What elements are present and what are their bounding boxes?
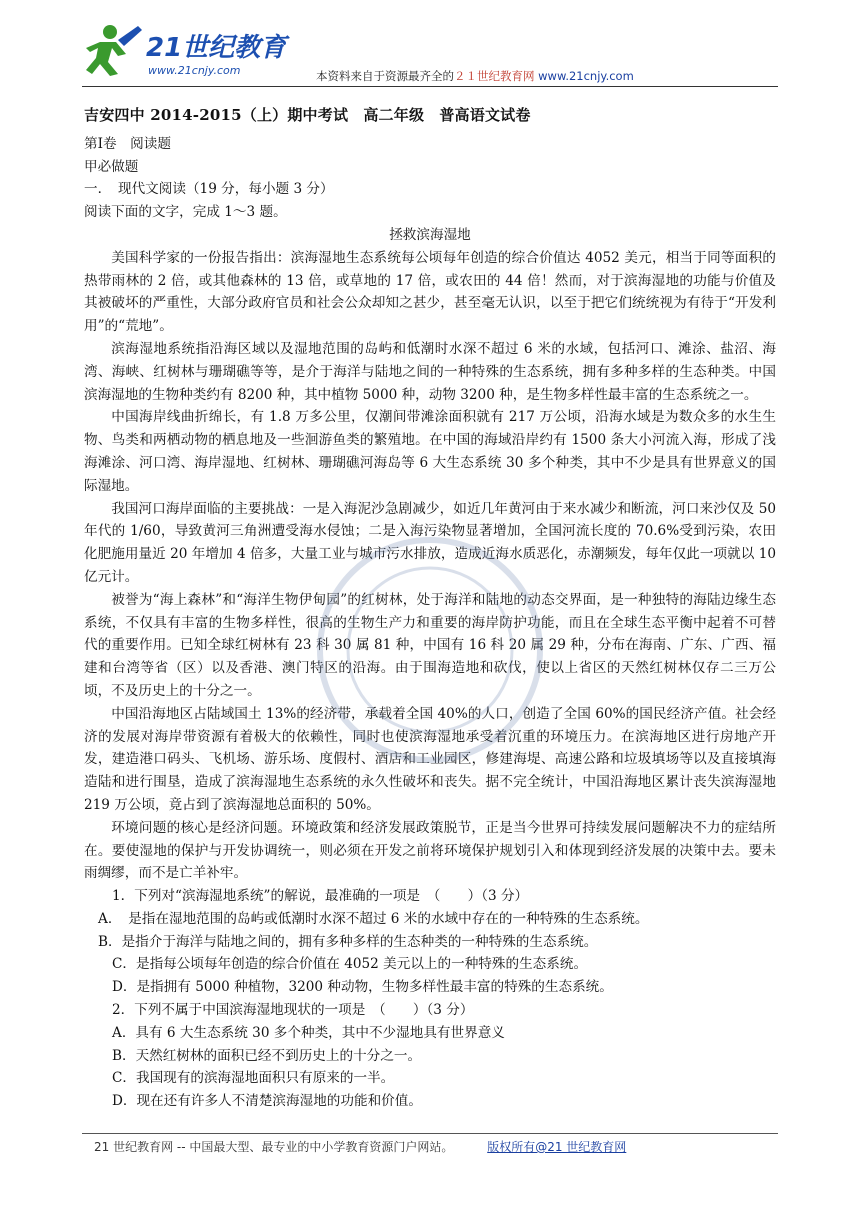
- header-divider: [82, 86, 778, 87]
- subsection-heading: 一． 现代文阅读（19 分，每小题 3 分）: [84, 181, 334, 198]
- logo-url: www.21cnjy.com: [148, 64, 241, 77]
- question-option-a: A． 是指在湿地范围的岛屿或低潮时水深不超过 6 米的水域中存在的一种特殊的生态系统。: [98, 910, 649, 927]
- header-url-link[interactable]: www.21cnjy.com: [538, 69, 634, 83]
- question-option-d: D．现在还有许多人不清楚滨海湿地的功能和价值。: [112, 1093, 422, 1110]
- logo-wordmark: 21世纪教育: [146, 33, 287, 63]
- question-option-d: D．是指拥有 5000 种植物，3200 种动物，生物多样性最丰富的特殊的生态系统。: [112, 979, 613, 996]
- article-paragraph: 滨海湿地系统指沿海区域以及湿地范围的岛屿和低潮时水深不超过 6 米的水域，包括河口、滩涂、盐沼、海湾、海峡、红树林与珊瑚礁等等，是介于海洋与陆地之间的一种特殊的生态系统，拥有多种多样的生态种类。中国滨海湿地的生物种类约有 8200 种，其中植物 5000 种，动物 3200 种，是生物多样性最丰富的生态系统之一。: [84, 340, 776, 403]
- question-2: [84, 999, 776, 1113]
- article-paragraph: 我国河口海岸面临的主要挑战：一是入海泥沙急剧减少，如近几年黄河由于来水减少和断流，河口来沙仅及 50 年代的 1/60，导致黄河三角洲遭受海水侵蚀；二是入海污染物显著增加，全国河流长度的 70.6%受到污染，农田化肥施用量近 20 年增加 4 倍多，大量工业与城市污水排放，造成近海水质恶化，赤潮频发，每年仅此一项就以 10 亿元计。: [84, 500, 776, 585]
- site-logo[interactable]: [82, 18, 302, 82]
- footer-divider: [82, 1133, 778, 1134]
- question-stem: 2．下列不属于中国滨海湿地现状的一项是 （ ）（3 分）: [112, 1002, 474, 1019]
- part-heading: 甲必做题: [84, 158, 139, 175]
- article-paragraph: 美国科学家的一份报告指出：滨海湿地生态系统每公顷每年创造的综合价值达 4052 美元，相当于同等面积的热带雨林的 2 倍，或其他森林的 13 倍，或草地的 17 倍，或农田的 44 倍！然而，对于滨海湿地的功能与价值及其被破坏的严重性，大部分政府官员和社会公众却知之甚少，甚至毫无认识，以至于把它们统统视为有待于“开发利用”的“荒地”。: [84, 249, 776, 335]
- page-footer: [94, 1138, 626, 1155]
- question-1: [84, 885, 776, 999]
- footer-copyright-link[interactable]: 版权所有@21 世纪教育网: [487, 1140, 627, 1154]
- reading-instruction: 阅读下面的文字，完成 1～3 题。: [84, 204, 287, 221]
- footer-site-description: 21 世纪教育网 -- 中国最大型、最专业的中小学教育资源门户网站。: [94, 1140, 454, 1154]
- question-option-c: C．我国现有的滨海湿地面积只有原来的一半。: [112, 1070, 395, 1087]
- question-option-a: A．具有 6 大生态系统 30 多个种类，其中不少湿地具有世界意义: [112, 1024, 505, 1041]
- section-heading: 第Ⅰ卷 阅读题: [84, 135, 171, 152]
- header-source-note: [316, 68, 634, 84]
- article-paragraph: 被誉为“海上森林”和“海洋生物伊甸园”的红树林，处于海洋和陆地的动态交界面，是一种独特的海陆边缘生态系统，不仅具有丰富的生物多样性，很高的生物生产力和重要的海岸防护功能，而且在全球生态平衡中起着不可替代的重要作用。已知全球红树林有 23 科 30 属 81 种，中国有 16 科 20 属 29 种，分布在海南、广东、广西、福建和台湾等省（区）以及香港、澳门特区的沿海。由于围海造地和砍伐，使以上省区的天然红树林仅存二三万公顷，不及历史上的十分之一。: [84, 591, 776, 699]
- article-paragraph: 环境问题的核心是经济问题。环境政策和经济发展政策脱节，正是当今世界可持续发展问题解决不力的症结所在。要使湿地的保护与开发协调统一，则必须在开发之前将环境保护规划引入和体现到经济发展的决策中去。要未雨绸缪，而不是亡羊补牢。: [84, 819, 776, 882]
- header-note-prefix: 本资料来自于资源最齐全的: [316, 69, 454, 83]
- article-paragraph: 中国沿海地区占陆域国土 13%的经济带，承载着全国 40%的人口，创造了全国 60%的国民经济产值。社会经济的发展对海岸带资源有着极大的依赖性，同时也使滨海湿地承受着沉重的环境压力。在滨海地区进行房地产开发，建造港口码头、飞机场、游乐场、度假村、酒店和工业园区，修建海堤、高速公路和垃圾填场等以及直接填海造陆和进行围垦，造成了滨海湿地生态系统的永久性破坏和丧失。据不完全统计，中国沿海地区累计丧失滨海湿地 219 万公顷，竟占到了滨海湿地总面积的 50%。: [84, 705, 776, 813]
- article-title: 拯救滨海湿地: [389, 226, 471, 243]
- question-option-b: B．天然红树林的面积已经不到历史上的十分之一。: [112, 1047, 422, 1064]
- runner-logo-icon: [82, 18, 302, 82]
- article-paragraph: 中国海岸线曲折绵长，有 1.8 万多公里，仅潮间带滩涂面积就有 217 万公顷，沿海水域是为数众多的水生生物、鸟类和两栖动物的栖息地及一些洄游鱼类的繁殖地。在中国的海域沿岸约有 1500 条大小河流入海，形成了浅海滩涂、河口湾、海岸湿地、红树林、珊瑚礁河海岛等 6 大生态系统 30 多个种类，其中不少是具有世界意义的国际湿地。: [84, 409, 776, 494]
- question-option-b: B．是指介于海洋与陆地之间的，拥有多种多样的生态种类的一种特殊的生态系统。: [98, 933, 598, 950]
- header-brand-link[interactable]: ２１世纪教育网: [454, 69, 535, 83]
- exam-content: [84, 100, 776, 1113]
- question-stem: 1．下列对“滨海湿地系统”的解说，最准确的一项是 （ ）（3 分）: [112, 888, 529, 905]
- question-option-c: C．是指每公顷每年创造的综合价值在 4052 美元以上的一种特殊的生态系统。: [112, 956, 588, 973]
- exam-title: 吉安四中 2014-2015（上）期中考试 高二年级 普高语文试卷: [84, 106, 531, 124]
